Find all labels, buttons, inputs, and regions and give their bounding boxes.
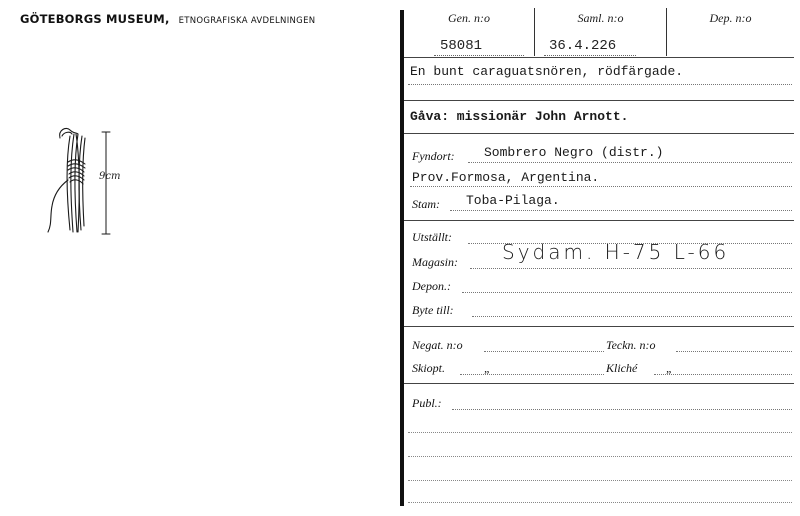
rule-header bbox=[404, 57, 794, 58]
negat-dots bbox=[484, 351, 604, 352]
byte-label: Byte till: bbox=[412, 303, 454, 317]
publ-line-3 bbox=[408, 456, 792, 457]
byte-dots bbox=[472, 316, 792, 317]
skiopt-label: Skiopt. bbox=[412, 361, 445, 375]
saml-number-label: Saml. n:o bbox=[577, 11, 624, 25]
skiopt-dots bbox=[460, 374, 604, 375]
magasin-value: Sydam. H-75 L-66 bbox=[502, 240, 730, 264]
fyndort-dots-2 bbox=[410, 186, 792, 187]
skiopt-ditto: „ bbox=[484, 361, 491, 375]
description-line bbox=[408, 84, 792, 85]
fyndort-dots-1 bbox=[468, 162, 792, 163]
dep-number-cell bbox=[667, 8, 794, 58]
cord-bundle-drawing bbox=[40, 120, 140, 245]
rule-donor bbox=[404, 133, 794, 134]
kliche-ditto: „ bbox=[666, 361, 673, 375]
utstallt-label: Utställt: bbox=[412, 230, 453, 244]
magasin-dots bbox=[470, 268, 792, 269]
publ-line-4 bbox=[408, 480, 792, 481]
publ-line-2 bbox=[408, 432, 792, 433]
publ-label: Publ.: bbox=[412, 396, 442, 410]
rule-negat bbox=[404, 383, 794, 384]
magasin-label: Magasin: bbox=[412, 255, 458, 269]
fyndort-line-2: Prov.Formosa, Argentina. bbox=[412, 170, 600, 185]
gen-number-value: 58081 bbox=[440, 38, 483, 54]
saml-number-value: 36.4.226 bbox=[549, 38, 617, 54]
depon-dots bbox=[462, 292, 792, 293]
museum-name: GÖTEBORGS MUSEUM, bbox=[20, 12, 170, 26]
rule-description bbox=[404, 100, 794, 101]
gen-number-label: Gen. n:o bbox=[448, 11, 490, 25]
gen-number-cell bbox=[404, 8, 534, 58]
object-description: En bunt caraguatsnören, rödfärgade. bbox=[410, 64, 684, 79]
catalog-form bbox=[404, 0, 800, 516]
rule-stam bbox=[404, 220, 794, 221]
saml-number-line bbox=[544, 55, 636, 56]
kliche-label: Kliché bbox=[606, 361, 638, 375]
donor-line: Gåva: missionär John Arnott. bbox=[410, 109, 629, 124]
kliche-dots bbox=[654, 374, 792, 375]
publ-line-5 bbox=[408, 502, 792, 503]
number-header-row bbox=[404, 8, 800, 58]
museum-header bbox=[20, 8, 315, 27]
publ-dots bbox=[452, 409, 792, 410]
dep-number-label: Dep. n:o bbox=[709, 11, 752, 25]
stam-dots bbox=[450, 210, 792, 211]
stam-value: Toba-Pilaga. bbox=[466, 193, 560, 208]
stam-label: Stam: bbox=[412, 197, 440, 211]
gen-number-line bbox=[434, 55, 524, 56]
museum-department: ETNOGRAFISKA AVDELNINGEN bbox=[178, 16, 316, 26]
teckn-dots bbox=[676, 351, 792, 352]
object-sketch bbox=[40, 120, 140, 245]
fyndort-line-1: Sombrero Negro (distr.) bbox=[484, 145, 664, 160]
negat-label: Negat. n:o bbox=[412, 338, 463, 352]
dimension-label: 9cm bbox=[99, 171, 121, 182]
depon-label: Depon.: bbox=[412, 279, 451, 293]
fyndort-label: Fyndort: bbox=[412, 149, 455, 163]
saml-number-cell bbox=[535, 8, 666, 58]
rule-storage bbox=[404, 326, 794, 327]
teckn-label: Teckn. n:o bbox=[606, 338, 656, 352]
